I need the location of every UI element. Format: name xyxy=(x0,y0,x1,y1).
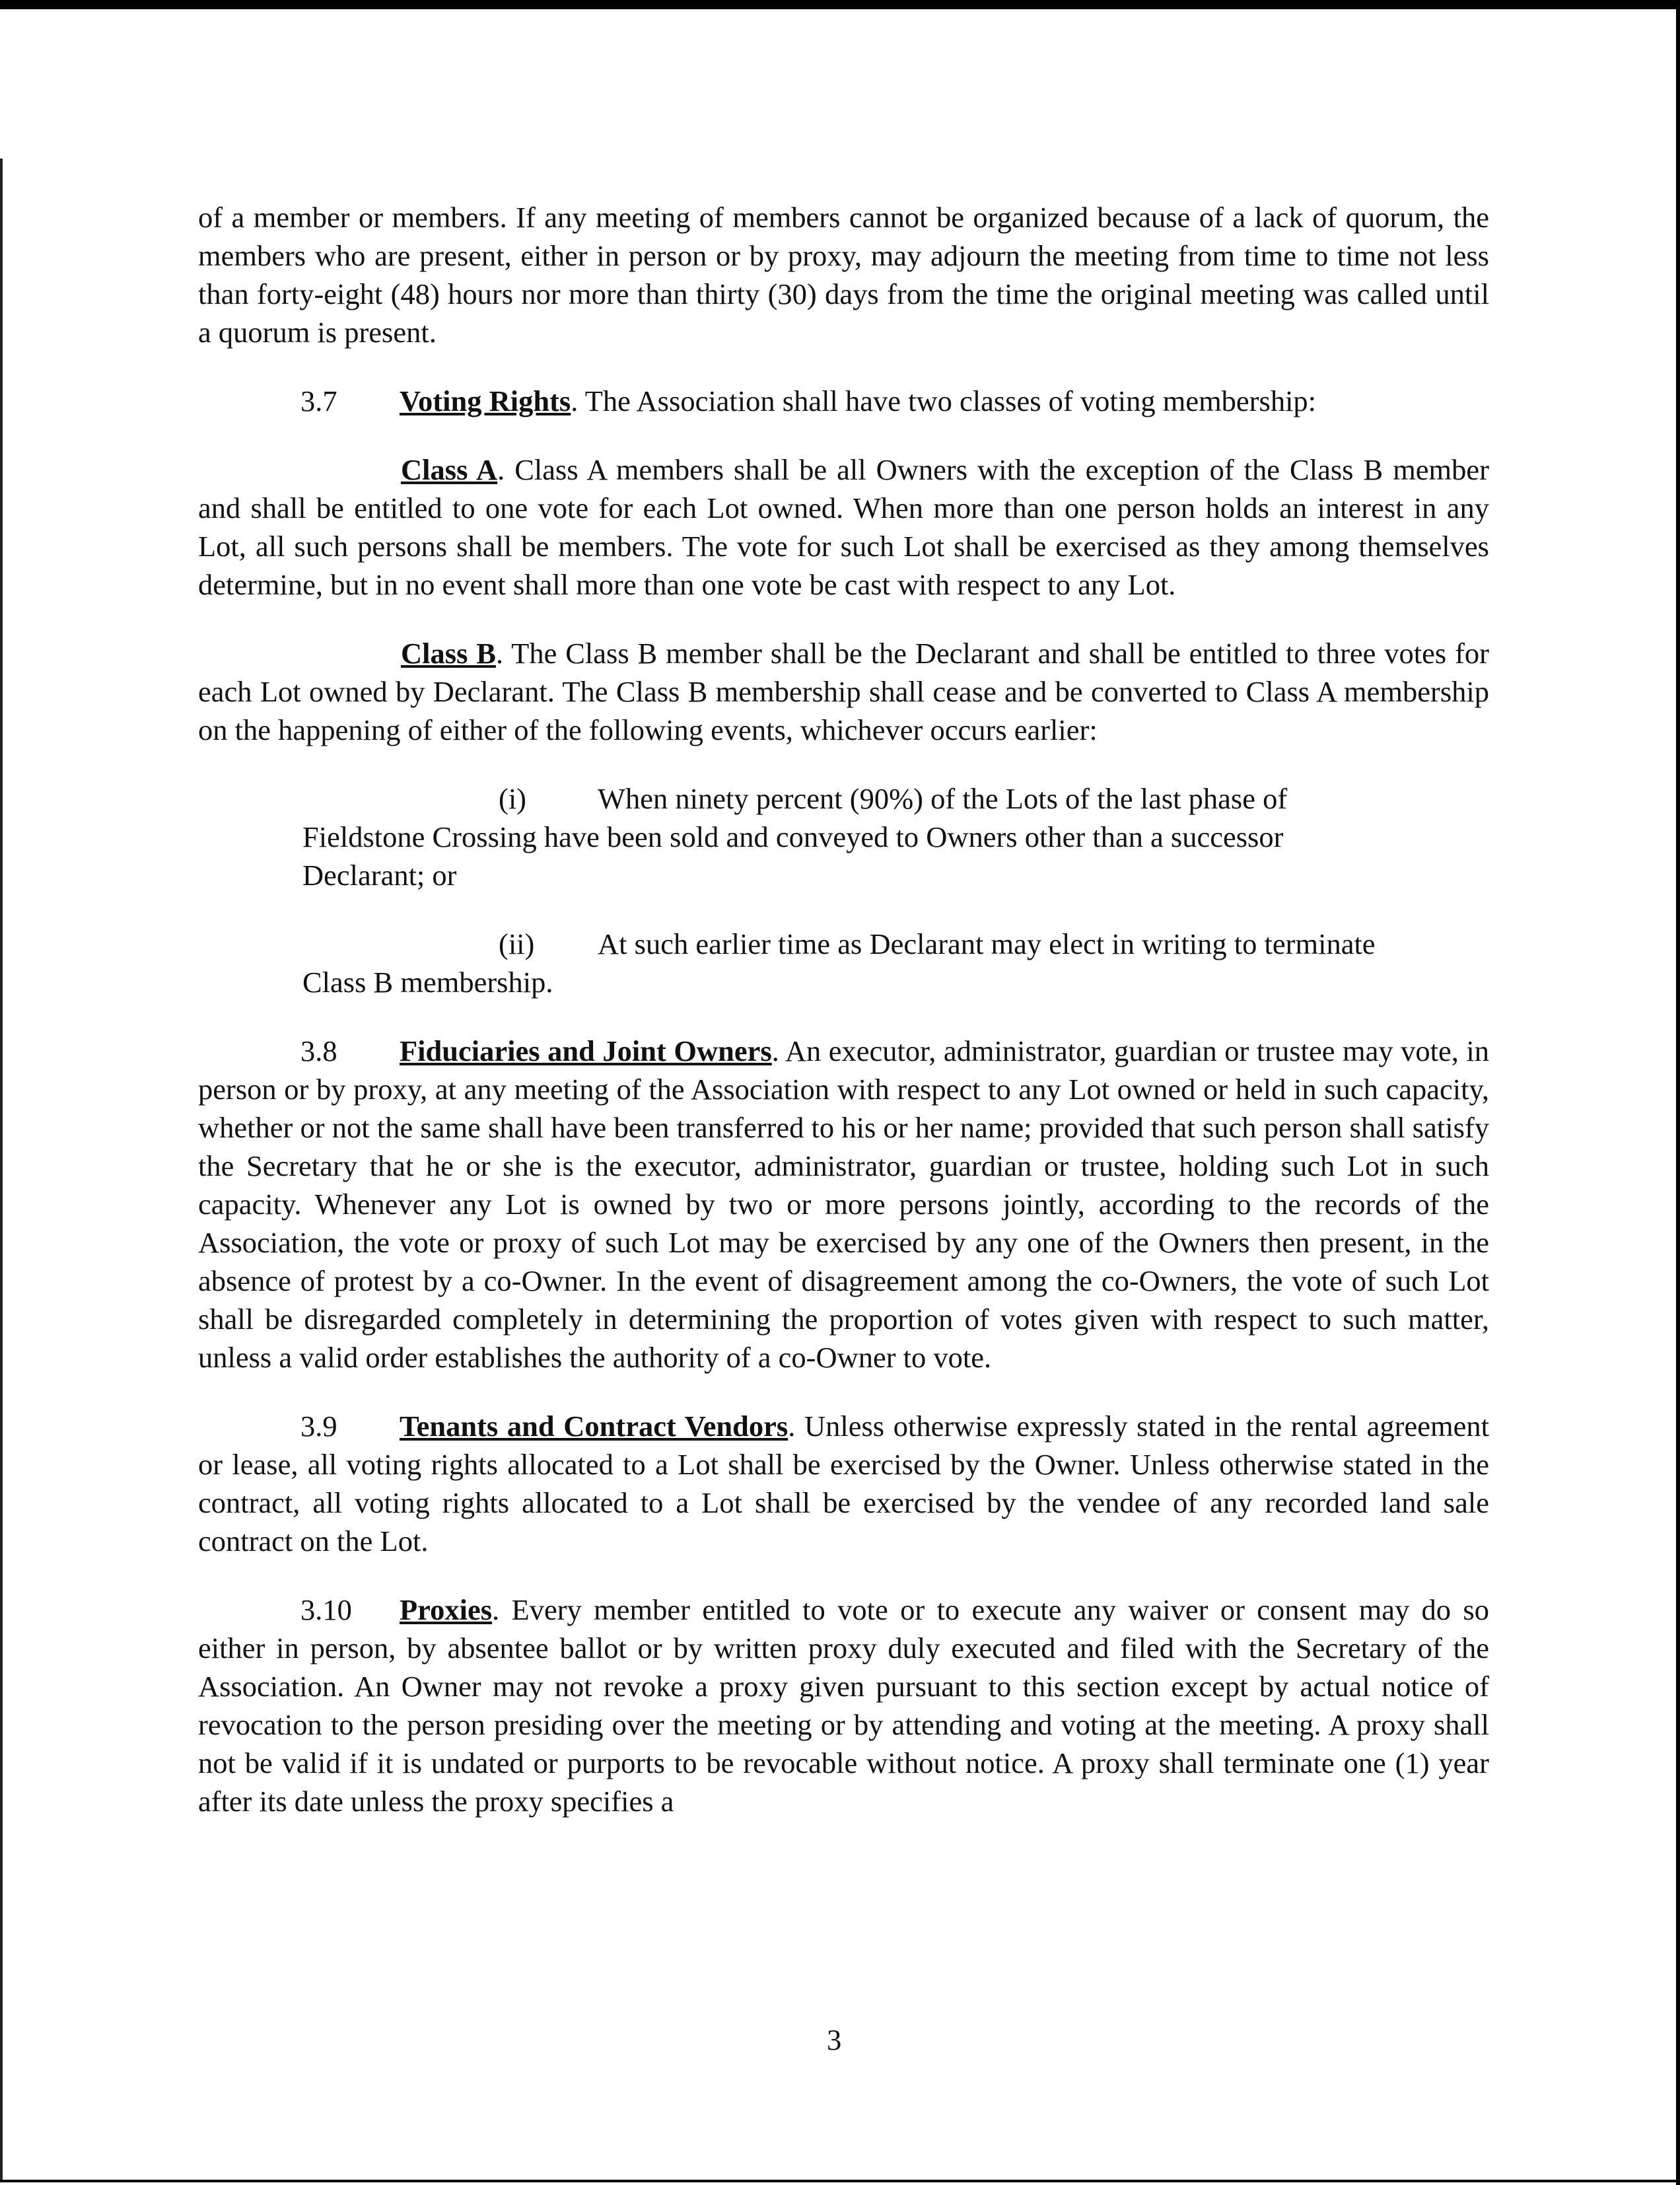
section-number: 3.9 xyxy=(300,1410,337,1443)
section-number: 3.8 xyxy=(300,1034,337,1067)
section-number: 3.10 xyxy=(300,1593,352,1626)
list-item-text: When ninety percent (90%) of the Lots of the last phase of Fieldstone Crossing have been sold and conveyed to Owners other than a successor Declarant; or xyxy=(302,782,1288,892)
section-3-8 xyxy=(198,1032,1489,1377)
list-item-ii xyxy=(302,925,1385,1001)
section-heading: Proxies xyxy=(400,1593,493,1626)
scan-right-edge xyxy=(1676,1,1680,2185)
section-number: 3.7 xyxy=(300,384,337,417)
section-heading: Tenants and Contract Vendors xyxy=(400,1410,788,1443)
section-text: . Unless otherwise expressly stated in the rental agreement or lease, all voting rights allocated to a Lot shall be exercised by the Owner. Unless otherwise stated in the contract, all voting rights allocated to a Lot shall be exercised by the vendee of any recorded land sale contract on the Lot. xyxy=(198,1410,1489,1558)
list-item-text: At such earlier time as Declarant may elect in writing to terminate Class B membership. xyxy=(302,927,1376,999)
scan-top-edge xyxy=(0,0,1680,9)
class-b-heading: Class B xyxy=(401,637,496,670)
document-page xyxy=(198,198,1489,1851)
section-3-9 xyxy=(198,1407,1489,1560)
class-b-text: . The Class B member shall be the Declarant and shall be entitled to three votes for each Lot owned by Declarant. The Class B membership shall cease and be converted to Class A membership on the happening of either of the following events, whichever occurs earlier: xyxy=(198,637,1489,746)
section-text: . An executor, administrator, guardian or trustee may vote, in person or by proxy, at any meeting of the Association with respect to any Lot owned or held in such capacity, whether or not the same shall have been transferred to his or her name; provided that such person shall satisfy the Secretary that he or she is the executor, administrator, guardian or trustee, holding such Lot in such capacity. Whenever any Lot is owned by two or more persons jointly, according to the records of the Association, the vote or proxy of such Lot may be exercised by any one of the Owners then present, in the absence of protest by a co-Owner. In the event of disagreement among the co-Owners, the vote of such Lot shall be disregarded completely in determining the proportion of votes given with respect to such matter, unless a valid order establishes the authority of a co-Owner to vote. xyxy=(198,1034,1489,1374)
section-3-10 xyxy=(198,1591,1489,1820)
class-a-heading: Class A xyxy=(401,453,498,486)
section-heading: Voting Rights xyxy=(400,384,571,417)
intro-paragraph: of a member or members. If any meeting of members cannot be organized because of a lack of quorum, the members who are present, either in person or by proxy, may adjourn the meeting from time to time not less than forty-eight (48) hours nor more than thirty (30) days from the time the original meeting was called until a quorum is present. xyxy=(198,201,1489,349)
section-heading: Fiduciaries and Joint Owners xyxy=(400,1034,772,1067)
scan-bottom-edge xyxy=(0,2180,1680,2182)
section-text: . Every member entitled to vote or to execute any waiver or consent may do so either in person, by absentee ballot or by written proxy duly executed and filed with the Secretary of the Association. An Owner may not revoke a proxy given pursuant to this section except by actual notice of revocation to the person presiding over the meeting or by attending and voting at the meeting. A proxy shall not be valid if it is undated or purports to be revocable without notice. A proxy shall terminate one (1) year after its date unless the proxy specifies a xyxy=(198,1593,1489,1818)
list-item-number: (i) xyxy=(499,782,527,815)
section-3-7 xyxy=(198,382,1489,420)
scan-left-edge xyxy=(0,159,3,2180)
list-item-number: (ii) xyxy=(499,927,535,960)
list-item-i xyxy=(302,779,1385,894)
section-text: . The Association shall have two classes of voting membership: xyxy=(571,384,1317,417)
class-a-text: . Class A members shall be all Owners with the exception of the Class B member and shall be entitled to one vote for each Lot owned. When more than one person holds an interest in any Lot, all such persons shall be members. The vote for such Lot shall be exercised as they among themselves determine, but in no event shall more than one vote be cast with respect to any Lot. xyxy=(198,453,1489,601)
page-number: 3 xyxy=(827,2023,842,2056)
class-b-paragraph xyxy=(198,634,1489,749)
class-a-paragraph xyxy=(198,450,1489,604)
